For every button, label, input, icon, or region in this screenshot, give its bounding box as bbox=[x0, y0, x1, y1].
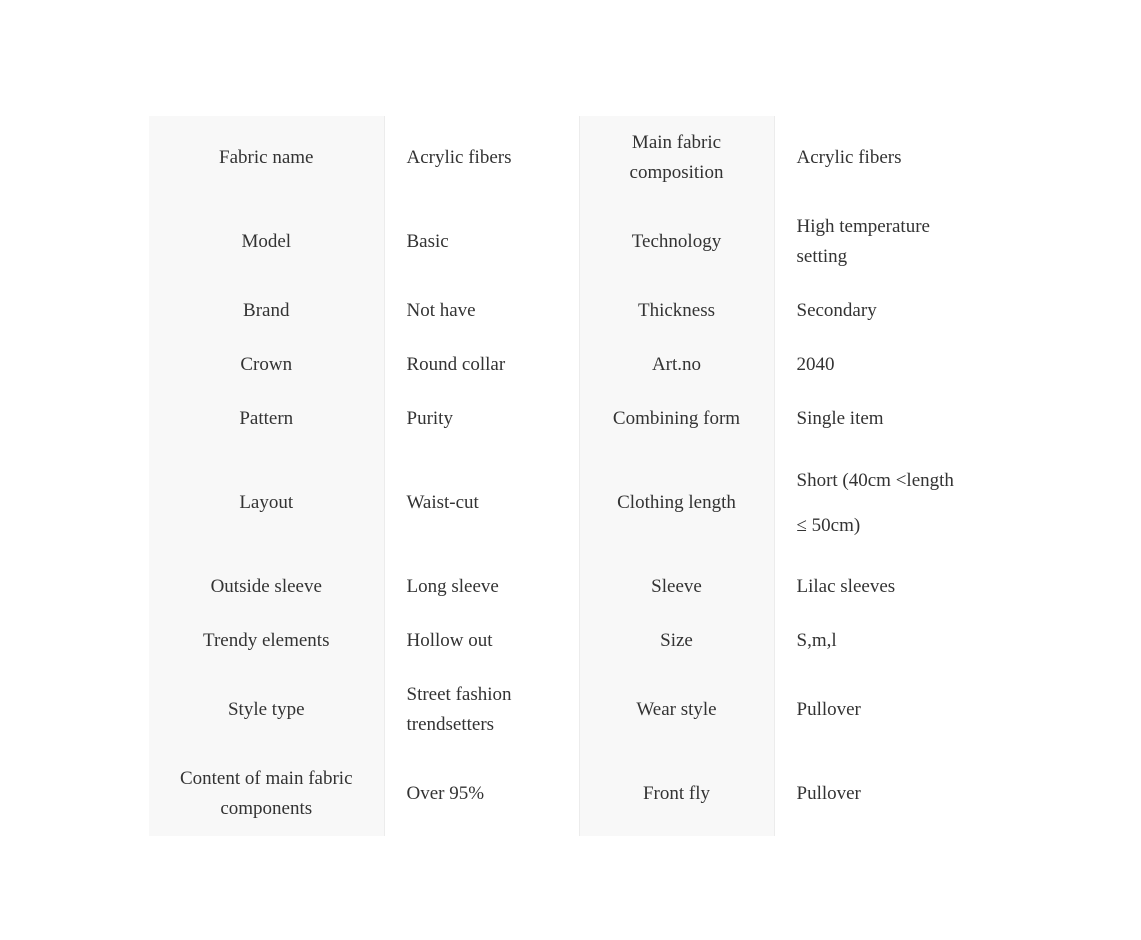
spec-label: Technology bbox=[579, 200, 774, 284]
spec-label: Layout bbox=[149, 446, 384, 560]
spec-value: Not have bbox=[384, 284, 579, 338]
spec-label: Size bbox=[579, 614, 774, 668]
spec-label: Pattern bbox=[149, 392, 384, 446]
spec-value: Pullover bbox=[774, 668, 991, 752]
spec-label: Style type bbox=[149, 668, 384, 752]
product-spec-table bbox=[149, 116, 991, 836]
table-row bbox=[149, 284, 991, 338]
spec-label: Combining form bbox=[579, 392, 774, 446]
spec-value: Hollow out bbox=[384, 614, 579, 668]
spec-value: Waist-cut bbox=[384, 446, 579, 560]
spec-value: Lilac sleeves bbox=[774, 560, 991, 614]
spec-value: S,m,l bbox=[774, 614, 991, 668]
table-row bbox=[149, 752, 991, 836]
spec-value: Acrylic fibers bbox=[384, 116, 579, 200]
spec-value: Basic bbox=[384, 200, 579, 284]
spec-label: Clothing length bbox=[579, 446, 774, 560]
table-row bbox=[149, 338, 991, 392]
spec-label: Model bbox=[149, 200, 384, 284]
spec-value: Pullover bbox=[774, 752, 991, 836]
spec-label: Fabric name bbox=[149, 116, 384, 200]
spec-value: Street fashion trendsetters bbox=[384, 668, 579, 752]
spec-value: Single item bbox=[774, 392, 991, 446]
spec-label: Crown bbox=[149, 338, 384, 392]
table-row bbox=[149, 116, 991, 200]
spec-label: Thickness bbox=[579, 284, 774, 338]
spec-value: 2040 bbox=[774, 338, 991, 392]
spec-value: High temperature setting bbox=[774, 200, 991, 284]
spec-label: Outside sleeve bbox=[149, 560, 384, 614]
table-row bbox=[149, 446, 991, 560]
spec-value: Purity bbox=[384, 392, 579, 446]
spec-label: Main fabric composition bbox=[579, 116, 774, 200]
spec-label: Content of main fabric components bbox=[149, 752, 384, 836]
spec-value: Round collar bbox=[384, 338, 579, 392]
table-row bbox=[149, 614, 991, 668]
table-row bbox=[149, 200, 991, 284]
spec-value: Secondary bbox=[774, 284, 991, 338]
spec-label: Front fly bbox=[579, 752, 774, 836]
spec-label: Art.no bbox=[579, 338, 774, 392]
table-row bbox=[149, 392, 991, 446]
table-row bbox=[149, 560, 991, 614]
spec-value: Over 95% bbox=[384, 752, 579, 836]
table-row bbox=[149, 668, 991, 752]
spec-label: Wear style bbox=[579, 668, 774, 752]
spec-value: Long sleeve bbox=[384, 560, 579, 614]
spec-value: Short (40cm <length ≤ 50cm) bbox=[774, 446, 991, 560]
spec-label: Brand bbox=[149, 284, 384, 338]
spec-label: Sleeve bbox=[579, 560, 774, 614]
spec-value: Acrylic fibers bbox=[774, 116, 991, 200]
spec-label: Trendy elements bbox=[149, 614, 384, 668]
